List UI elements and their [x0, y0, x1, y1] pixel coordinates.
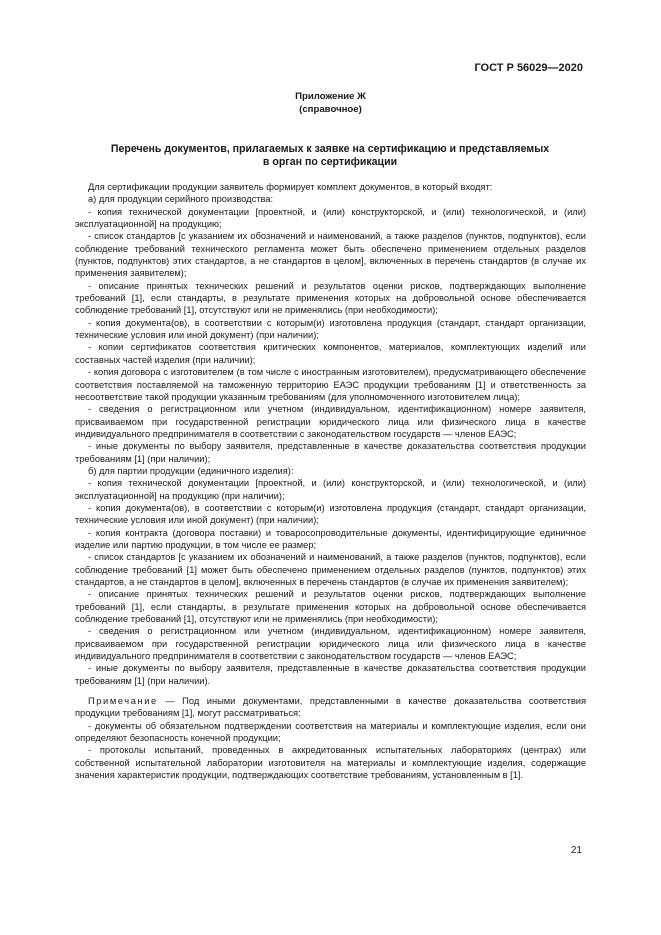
section-title-line2: в орган по сертификации — [262, 156, 398, 168]
list-item: - копия технической документации [проектной, и (или) конструкторской, и (или) технологической, и (или) эксплуатационной] на продукцию (при наличии); — [75, 478, 586, 501]
note-paragraph — [75, 695, 586, 720]
list-item: - иные документы по выбору заявителя, представленные в качестве доказательства соответствия продукции требованиям [1] (при наличии). — [75, 663, 586, 686]
list-item: - копия договора с изготовителем (в том числе с иностранным изготовителем), предусматривающего обеспечение соответствия поставляемой на таможенную территорию ЕАЭС продукции требованиям [1] и ответственность за несоответствие такой продукции указанным требованиям (для уполномоченного изготовителем лица); — [75, 367, 586, 402]
serial-heading: а) для продукции серийного производства: — [88, 194, 274, 205]
list-item: - описание принятых технических решений и результатов оценки рисков, подтверждающих выполнение требований [1], если стандарты, в результате применения которых на добровольной основе обеспечивается соблюдение требований [1], отсутствуют или не применялись (при необходимости); — [75, 589, 586, 625]
batch-heading: б) для партии продукции (единичного изделия): — [88, 465, 294, 476]
list-item: - копия контракта (договора поставки) и товаросопроводительные документы, идентифицирующие единичное изделие или партию продукции, в том числе ее размер; — [75, 527, 586, 550]
section-title — [75, 143, 585, 169]
list-item: - сведения о регистрационном или учетном (индивидуальном, идентификационном) номере заявителя, присваиваемом при государственной регистрации юридического лица или физического лица в качестве индивидуального предпринимателя в соответствии с законодательством государств — членов ЕАЭС; — [75, 404, 586, 439]
list-item: - копии сертификатов соответствия критических компонентов, материалов, комплектующих изделий или составных частей изделия (при наличии); — [75, 342, 586, 365]
list-item: - копия документа(ов), в соответствии с которым(и) изготовлена продукция (стандарт, стандарт организации, технические условия или иной документ) (при наличии); — [75, 317, 586, 341]
document-code: ГОСТ Р 56029—2020 — [474, 62, 583, 74]
note-label: Примечание — [88, 696, 158, 707]
page-number: 21 — [570, 845, 582, 856]
annex-title: Приложение Ж — [295, 91, 366, 102]
list-item: - копия технической документации [проектной, и (или) конструкторской, и (или) технологической, и (или) эксплуатационной] на продукцию; — [75, 206, 586, 230]
document-body — [75, 181, 586, 782]
list-item: - описание принятых технических решений и результатов оценки рисков, подтверждающих выполнение требований [1], если стандарты, в результате применения которых на добровольной основе обеспечивается соблюдение требований [1], отсутствуют или не применялись (при необходимости); — [75, 280, 586, 316]
intro-paragraph: Для сертификации продукции заявитель формирует комплект документов, в который входят: — [88, 182, 493, 192]
annex-type: (справочное) — [299, 103, 362, 115]
list-item: - сведения о регистрационном или учетном (индивидуальном, идентификационном) номере заявителя, присваиваемом при государственной регистрации юридического лица или физического лица в качестве индивидуального предпринимателя в соответствии с законодательством государств — членов ЕАЭС; — [75, 626, 586, 662]
list-item: - иные документы по выбору заявителя, представленные в качестве доказательства соответствия продукции требованиям [1] (при наличии); — [75, 441, 586, 464]
list-item: - список стандартов [с указанием их обозначений и наименований, а также разделов (пунктов, подпунктов), если соблюдение требований технического регламента может быть обеспечено применением отдельных разделов (пунктов, подпунктов) этих стандартов, а не стандартов в целом], включенных в перечень стандартов (в случае их применения заявителем); — [75, 231, 586, 279]
list-item: - список стандартов [с указанием их обозначений и наименований, а также разделов (пунктов, подпунктов), если соблюдение требований [1] может быть обеспечено применением отдельных разделов (пунктов, подпунктов) этих стандартов, а не стандартов в целом], включенных в перечень стандартов (в случае их применения заявителем); — [75, 552, 586, 587]
note-text: — Под иными документами, представленными в качестве доказательства соответствия продукции требованиям [1], могут рассматриваться: — [75, 696, 586, 719]
note-item: - документы об обязательном подтверждении соответствия на материалы и комплектующие изделия, если они определяют безопасность конечной продукции; — [75, 720, 586, 744]
note-item: - протоколы испытаний, проведенных в аккредитованных испытательных лабораториях (центрах) или собственной испытательной лаборатории изготовителя на материалы и комплектующие изделия, содержащие значения характеристик продукции, подтверждающих соответствие требованиям, установленным в [1]. — [75, 745, 586, 781]
list-item: - копия документа(ов), в соответствии с которым(и) изготовлена продукция (стандарт, стандарт организации, технические условия или иной документ) (при наличии); — [75, 502, 586, 526]
annex-heading — [0, 91, 661, 116]
section-title-line1: Перечень документов, прилагаемых к заявке на сертификацию и представляемых — [110, 143, 550, 155]
